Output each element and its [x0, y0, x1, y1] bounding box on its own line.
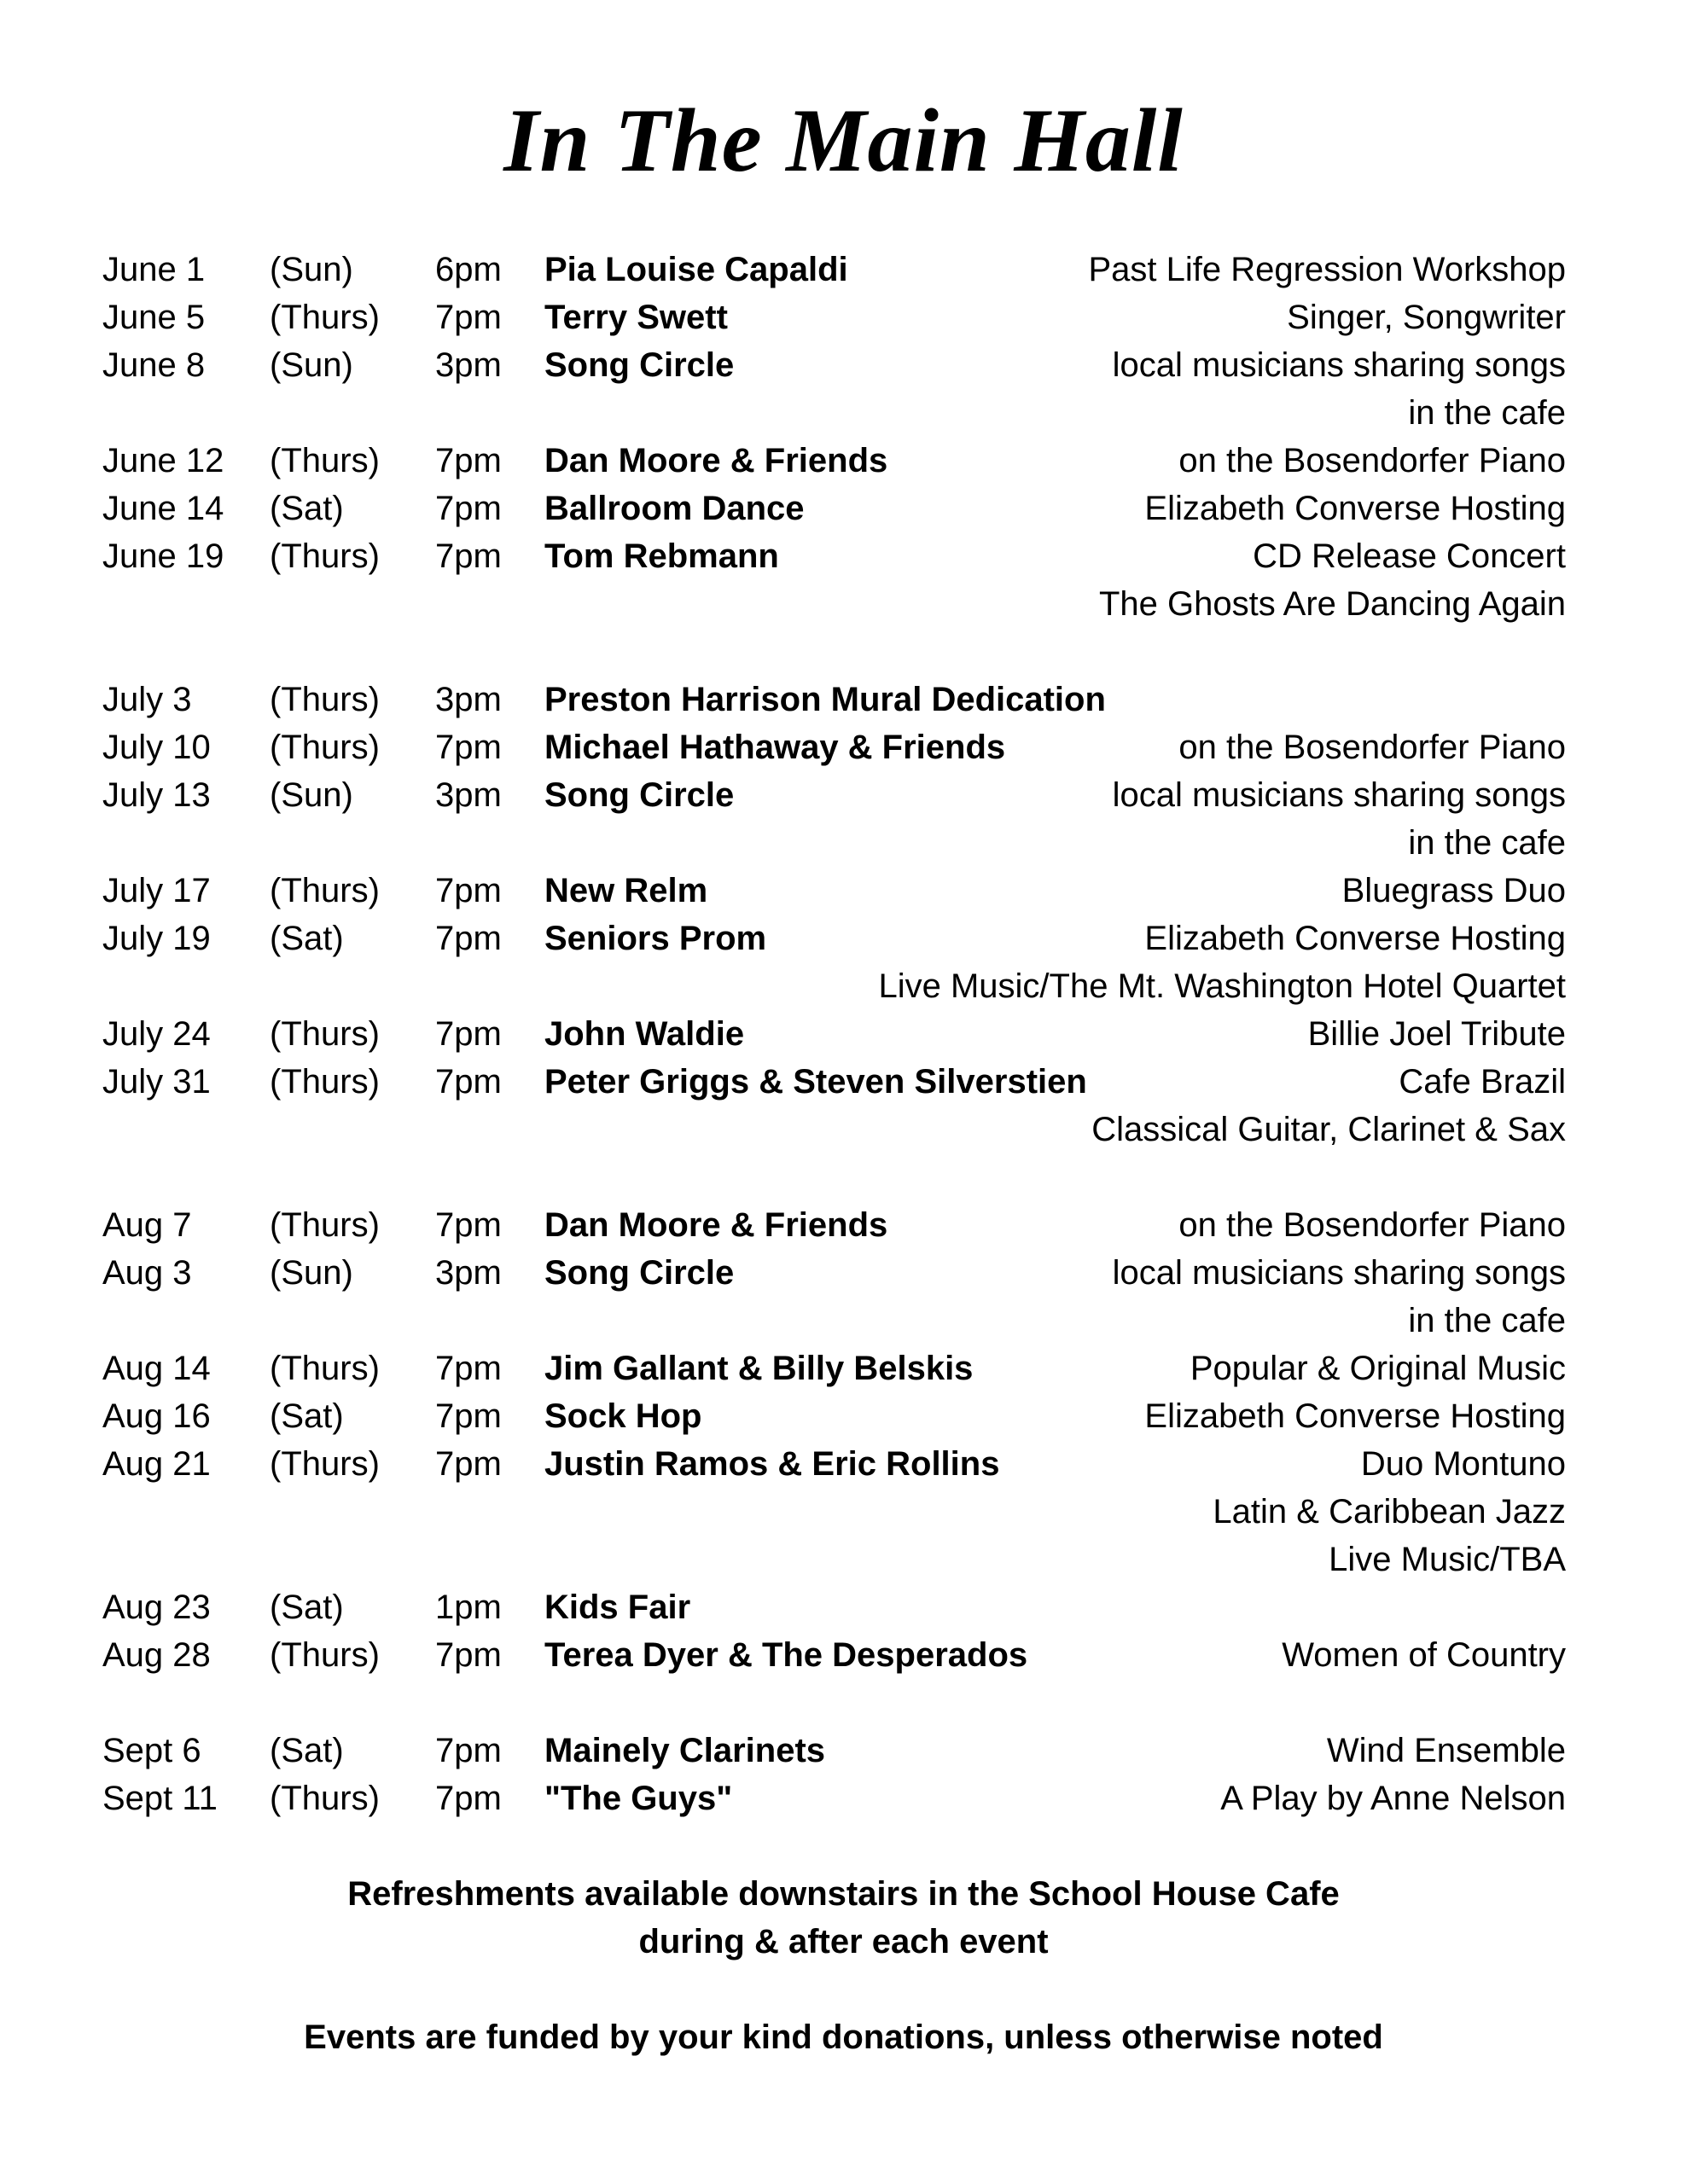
event-row — [0, 485, 1687, 532]
event-row — [0, 723, 1687, 771]
event-row — [0, 1010, 1687, 1058]
event-name: Song Circle — [544, 776, 735, 814]
event-date: June 5 — [102, 299, 206, 336]
event-description: Wind Ensemble — [1326, 1732, 1566, 1769]
event-day: (Sun) — [270, 346, 353, 384]
event-time: 7pm — [435, 1206, 502, 1244]
event-date: Aug 21 — [102, 1445, 211, 1483]
event-continuation-row — [0, 1536, 1687, 1583]
event-row — [0, 867, 1687, 915]
event-description-continuation: Live Music/TBA — [1329, 1541, 1566, 1578]
event-name: Tom Rebmann — [544, 537, 779, 575]
event-day: (Thurs) — [270, 299, 380, 336]
event-date: July 17 — [102, 872, 211, 909]
event-date: June 19 — [102, 537, 224, 575]
event-date: Aug 3 — [102, 1254, 192, 1292]
event-time: 7pm — [435, 1445, 502, 1483]
event-date: Sept 6 — [102, 1732, 201, 1769]
event-day: (Sun) — [270, 1254, 353, 1292]
event-description — [1123, 676, 1566, 723]
event-description: Singer, Songwriter — [1287, 299, 1566, 336]
page-title: In The Main Hall — [503, 90, 1184, 190]
event-row — [0, 1631, 1687, 1679]
event-row — [0, 246, 1687, 293]
event-day: (Sat) — [270, 490, 344, 527]
event-name: Jim Gallant & Billy Belskis — [544, 1350, 974, 1387]
event-name: Kids Fair — [544, 1589, 691, 1626]
event-day: (Sun) — [270, 251, 353, 288]
event-date: Aug 28 — [102, 1636, 211, 1674]
event-day: (Thurs) — [270, 537, 380, 575]
event-description: Elizabeth Converse Hosting — [1144, 490, 1566, 527]
event-day: (Thurs) — [270, 1350, 380, 1387]
event-time: 7pm — [435, 872, 502, 909]
event-row — [0, 1774, 1687, 1822]
event-time: 7pm — [435, 1636, 502, 1674]
event-time: 7pm — [435, 1780, 502, 1817]
event-continuation-row — [0, 580, 1687, 628]
event-row — [0, 915, 1687, 962]
event-date: July 13 — [102, 776, 211, 814]
event-day: (Thurs) — [270, 681, 380, 718]
event-time: 7pm — [435, 1015, 502, 1053]
event-time: 7pm — [435, 1350, 502, 1387]
event-time: 7pm — [435, 729, 502, 766]
event-name: Terry Swett — [544, 299, 728, 336]
event-description — [707, 1583, 1566, 1631]
event-description: Women of Country — [1282, 1636, 1566, 1674]
event-description: Bluegrass Duo — [1341, 872, 1566, 909]
event-time: 3pm — [435, 681, 502, 718]
event-time: 7pm — [435, 299, 502, 336]
event-day: (Thurs) — [270, 729, 380, 766]
event-date: July 3 — [102, 681, 192, 718]
event-continuation-row — [0, 1488, 1687, 1536]
event-date: July 10 — [102, 729, 211, 766]
event-time: 3pm — [435, 346, 502, 384]
event-description-continuation: in the cafe — [1408, 394, 1566, 432]
event-name: Michael Hathaway & Friends — [544, 729, 1006, 766]
event-description: Billie Joel Tribute — [1307, 1015, 1566, 1053]
event-date: June 8 — [102, 346, 206, 384]
event-time: 7pm — [435, 1063, 502, 1101]
event-name: Dan Moore & Friends — [544, 442, 888, 479]
event-row — [0, 293, 1687, 341]
event-name: Seniors Prom — [544, 920, 767, 957]
event-day: (Sat) — [270, 1397, 344, 1435]
event-name: Ballroom Dance — [544, 490, 805, 527]
event-time: 7pm — [435, 537, 502, 575]
event-time: 7pm — [435, 442, 502, 479]
footer-donations-note: Events are funded by your kind donations, unless otherwise noted — [304, 2018, 1383, 2056]
event-description: local musicians sharing songs — [1112, 346, 1566, 384]
event-date: June 12 — [102, 442, 224, 479]
event-description-continuation: Live Music/The Mt. Washington Hotel Quartet — [878, 967, 1566, 1005]
event-row — [0, 1583, 1687, 1631]
event-day: (Thurs) — [270, 1636, 380, 1674]
event-date: Aug 23 — [102, 1589, 211, 1626]
event-time: 7pm — [435, 920, 502, 957]
event-time: 7pm — [435, 1732, 502, 1769]
event-name: Peter Griggs & Steven Silverstien — [544, 1063, 1087, 1101]
event-description-continuation: The Ghosts Are Dancing Again — [1099, 585, 1566, 623]
event-row — [0, 1392, 1687, 1440]
event-day: (Thurs) — [270, 1063, 380, 1101]
event-date: Sept 11 — [102, 1780, 218, 1817]
event-name: Mainely Clarinets — [544, 1732, 826, 1769]
event-name: New Relm — [544, 872, 708, 909]
event-description: Duo Montuno — [1360, 1445, 1566, 1483]
event-row — [0, 1345, 1687, 1392]
event-row — [0, 1440, 1687, 1488]
event-date: Aug 16 — [102, 1397, 211, 1435]
month-section — [0, 676, 1687, 1153]
event-name: John Waldie — [544, 1015, 745, 1053]
event-description-continuation: Latin & Caribbean Jazz — [1213, 1493, 1566, 1531]
event-description-continuation: in the cafe — [1408, 1302, 1566, 1339]
event-name: Justin Ramos & Eric Rollins — [544, 1445, 1000, 1483]
event-row — [0, 1058, 1687, 1106]
event-name: Song Circle — [544, 1254, 735, 1292]
event-day: (Sat) — [270, 1732, 344, 1769]
event-description: Popular & Original Music — [1190, 1350, 1566, 1387]
event-name: Preston Harrison Mural Dedication — [544, 681, 1106, 718]
event-date: July 24 — [102, 1015, 211, 1053]
event-day: (Thurs) — [270, 872, 380, 909]
event-row — [0, 676, 1687, 723]
event-row — [0, 341, 1687, 389]
event-description: local musicians sharing songs — [1112, 776, 1566, 814]
event-description: local musicians sharing songs — [1112, 1254, 1566, 1292]
footer — [0, 1870, 1687, 2061]
event-time: 3pm — [435, 776, 502, 814]
event-continuation-row — [0, 819, 1687, 867]
event-row — [0, 1201, 1687, 1249]
event-description: A Play by Anne Nelson — [1220, 1780, 1566, 1817]
event-description: Past Life Regression Workshop — [1088, 251, 1566, 288]
event-description: Elizabeth Converse Hosting — [1144, 1397, 1566, 1435]
event-description: Elizabeth Converse Hosting — [1144, 920, 1566, 957]
event-name: Sock Hop — [544, 1397, 702, 1435]
schedule — [0, 246, 1687, 1822]
event-name: Pia Louise Capaldi — [544, 251, 848, 288]
event-row — [0, 437, 1687, 485]
event-date: June 1 — [102, 251, 206, 288]
event-description: CD Release Concert — [1253, 537, 1566, 575]
event-time: 1pm — [435, 1589, 502, 1626]
footer-refreshments-line2: during & after each event — [638, 1923, 1049, 1960]
month-section — [0, 1727, 1687, 1822]
event-row — [0, 1249, 1687, 1297]
event-description-continuation: Classical Guitar, Clarinet & Sax — [1091, 1111, 1566, 1148]
event-date: June 14 — [102, 490, 224, 527]
event-date: Aug 14 — [102, 1350, 211, 1387]
event-continuation-row — [0, 1297, 1687, 1345]
month-section — [0, 246, 1687, 628]
event-description: on the Bosendorfer Piano — [1178, 729, 1566, 766]
event-time: 3pm — [435, 1254, 502, 1292]
event-day: (Thurs) — [270, 1206, 380, 1244]
event-time: 7pm — [435, 490, 502, 527]
event-description: on the Bosendorfer Piano — [1178, 442, 1566, 479]
event-name: Terea Dyer & The Desperados — [544, 1636, 1028, 1674]
event-day: (Sat) — [270, 1589, 344, 1626]
event-row — [0, 532, 1687, 580]
event-day: (Thurs) — [270, 1015, 380, 1053]
footer-refreshments-line1: Refreshments available downstairs in the School House Cafe — [347, 1875, 1340, 1913]
event-day: (Sat) — [270, 920, 344, 957]
event-name: Song Circle — [544, 346, 735, 384]
event-name: Dan Moore & Friends — [544, 1206, 888, 1244]
event-description: on the Bosendorfer Piano — [1178, 1206, 1566, 1244]
event-day: (Thurs) — [270, 1780, 380, 1817]
event-continuation-row — [0, 1106, 1687, 1153]
event-continuation-row — [0, 389, 1687, 437]
event-continuation-row — [0, 962, 1687, 1010]
event-time: 6pm — [435, 251, 502, 288]
event-date: Aug 7 — [102, 1206, 192, 1244]
event-row — [0, 1727, 1687, 1774]
event-name: "The Guys" — [544, 1780, 733, 1817]
event-day: (Thurs) — [270, 442, 380, 479]
event-date: July 31 — [102, 1063, 211, 1101]
event-day: (Thurs) — [270, 1445, 380, 1483]
event-row — [0, 771, 1687, 819]
event-description: Cafe Brazil — [1399, 1063, 1566, 1101]
event-time: 7pm — [435, 1397, 502, 1435]
event-date: July 19 — [102, 920, 211, 957]
month-section — [0, 1201, 1687, 1679]
event-description-continuation: in the cafe — [1408, 824, 1566, 862]
event-day: (Sun) — [270, 776, 353, 814]
